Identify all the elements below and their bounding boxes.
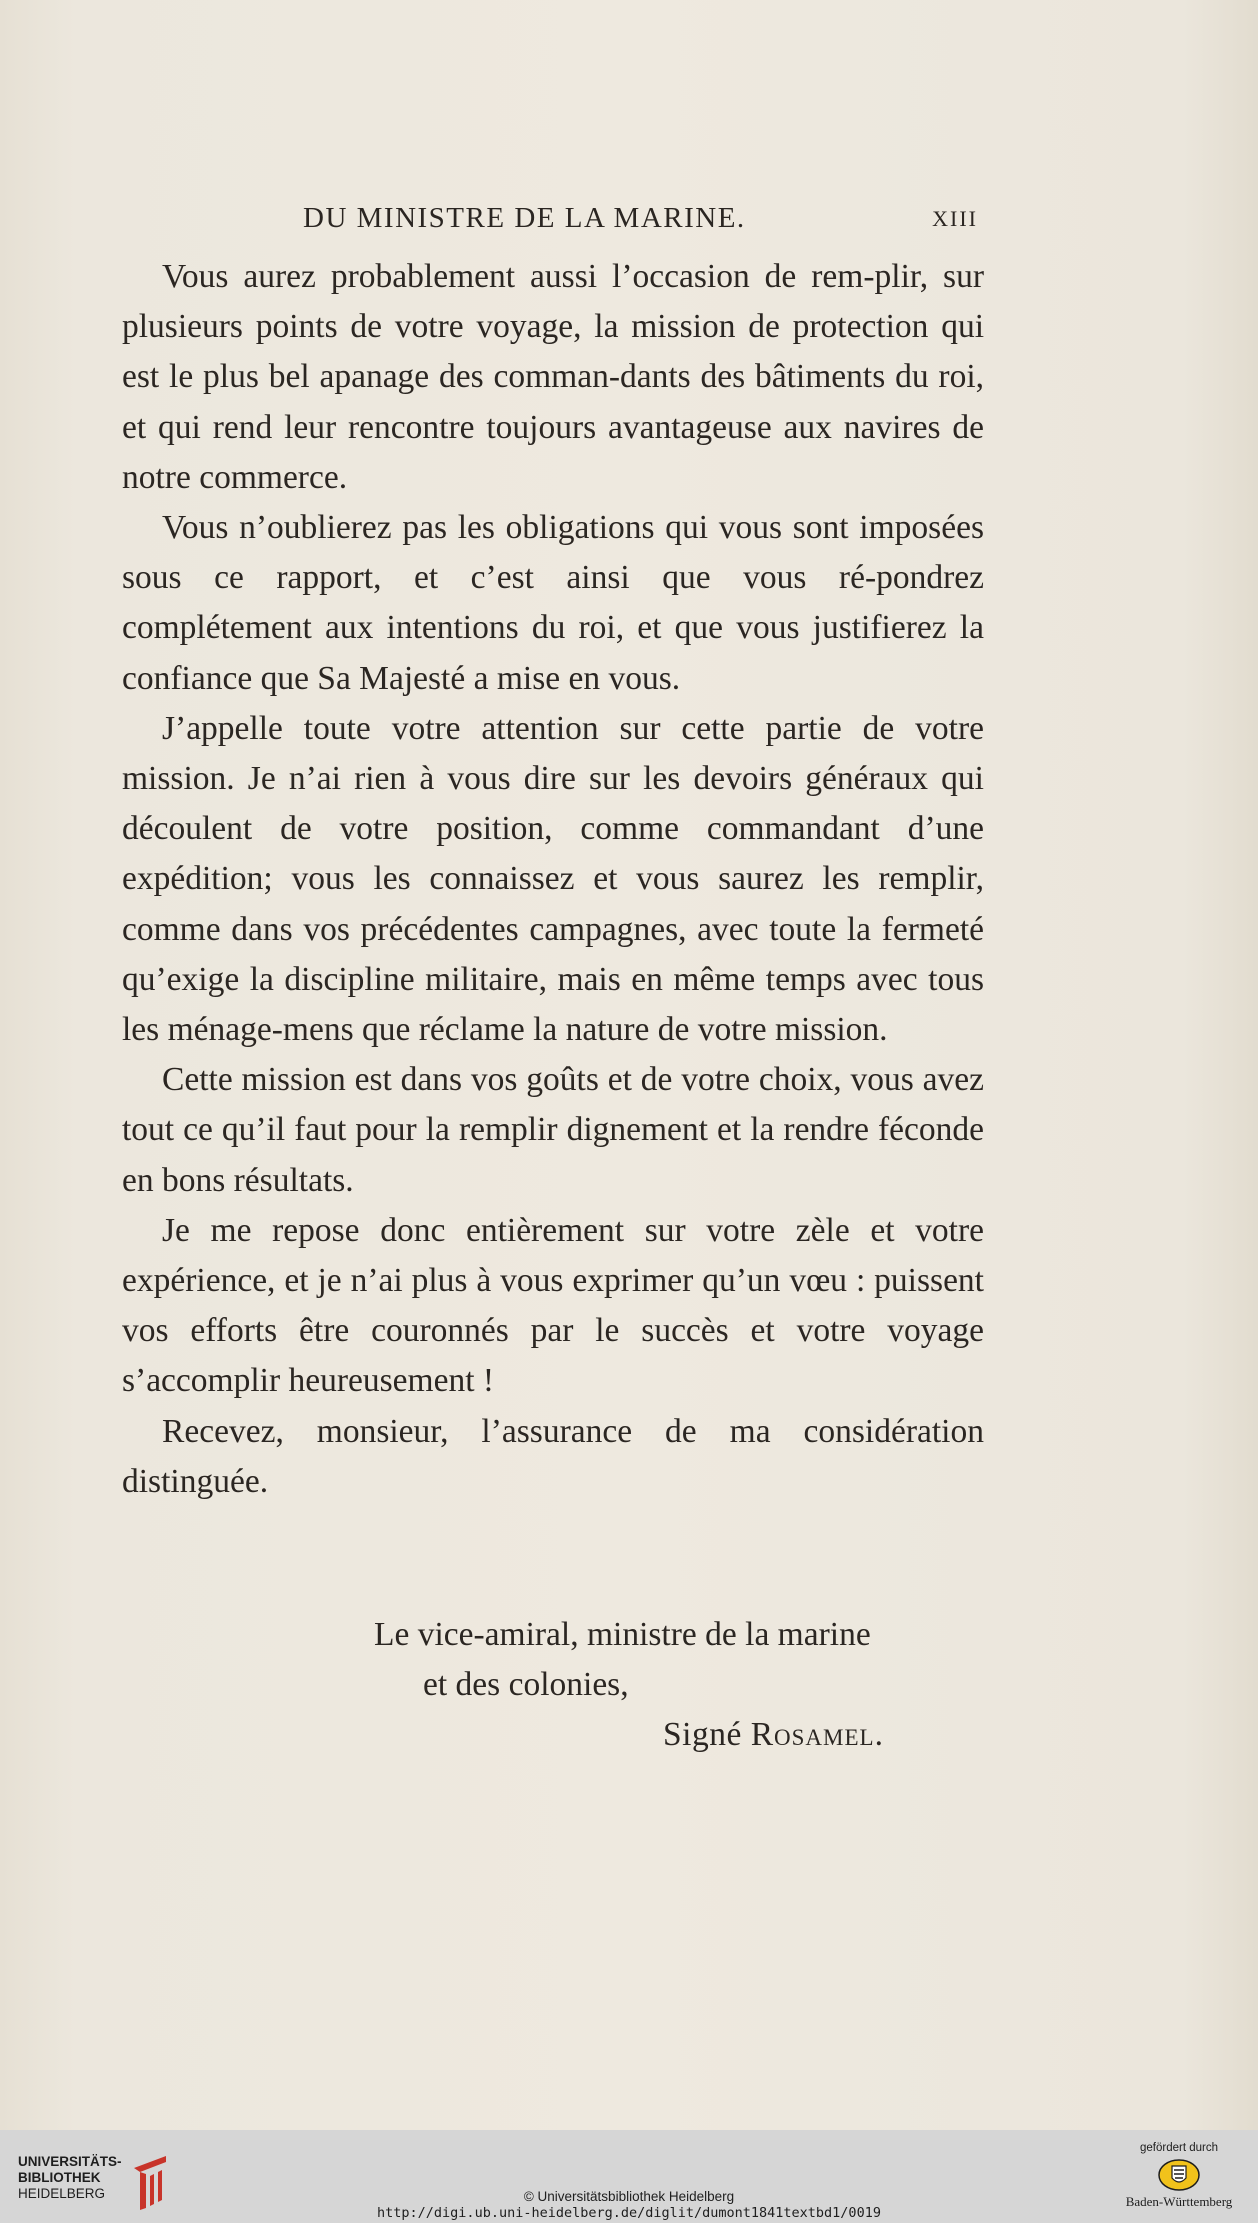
page-header [118, 202, 988, 242]
running-title: DU MINISTRE DE LA MARINE. [303, 202, 746, 234]
paragraph: Cette mission est dans vos goûts et de votre choix, vous avez tout ce qu’il faut pour la remplir dignement et la rendre féconde en bons résultats. [122, 1061, 984, 1199]
paragraph: Vous aurez probablement aussi l’occasion de rem-plir, sur plusieurs points de votre voyage, la mission de protection qui est le plus bel apanage des comman-dants des bâtiments du roi, et qui rend leur rencontre toujours avantageuse aux navires de notre commerce. [122, 258, 984, 496]
paragraph: J’appelle toute votre attention sur cette partie de votre mission. Je n’ai rien à vous dire sur les devoirs généraux qui découlent de votre position, comme commandant d’une expédition; vous les connaissez et vous saurez les remplir, comme dans vos précédentes campagnes, avec toute la fermeté qu’exige la discipline militaire, mais en même temps avec tous les ménage-mens que réclame la nature de votre mission. [122, 709, 984, 1049]
signature-block [118, 1610, 998, 1770]
library-name: UNIVERSITÄTS- BIBLIOTHEK HEIDELBERG [18, 2154, 122, 2201]
page-number: XIII [932, 206, 978, 231]
paragraph: Je me repose donc entièrement sur votre zèle et votre expérience, et je n’ai plus à vous exprimer qu’un vœu : puissent vos efforts être couronnés par le succès et votre voyage s’accomplir heureusement ! [122, 1211, 984, 1400]
paragraph: Recevez, monsieur, l’assurance de ma considération distinguée. [122, 1412, 984, 1500]
signature-line [663, 1710, 884, 1760]
paragraph: Vous n’oublierez pas les obligations qui vous sont imposées sous ce rapport, et c’est ainsi que vous ré-pondrez complétement aux intentions du roi, et que vous justifierez la confiance que Sa Majesté a mise en vous. [122, 509, 984, 697]
digitization-footer [0, 2130, 1258, 2223]
sponsor-label: gefördert durch [1140, 2142, 1218, 2154]
signed-label: Signé [663, 1716, 742, 1753]
permalink[interactable]: http://digi.ub.uni-heidelberg.de/diglit/dumont1841textbd1/0019 [377, 2205, 881, 2221]
signatory-title-continued: et des colonies, [423, 1666, 629, 1703]
copyright-notice: © Universitätsbibliothek Heidelberg [523, 2189, 735, 2204]
sponsor-block [1114, 2142, 1244, 2210]
signatory-name: Rosamel. [750, 1716, 884, 1753]
letter-body [122, 252, 984, 1507]
coat-of-arms-icon [1155, 2158, 1203, 2192]
sponsor-name: Baden-Württemberg [1125, 2194, 1233, 2209]
signatory-title: Le vice-amiral, ministre de la marine [374, 1616, 871, 1653]
